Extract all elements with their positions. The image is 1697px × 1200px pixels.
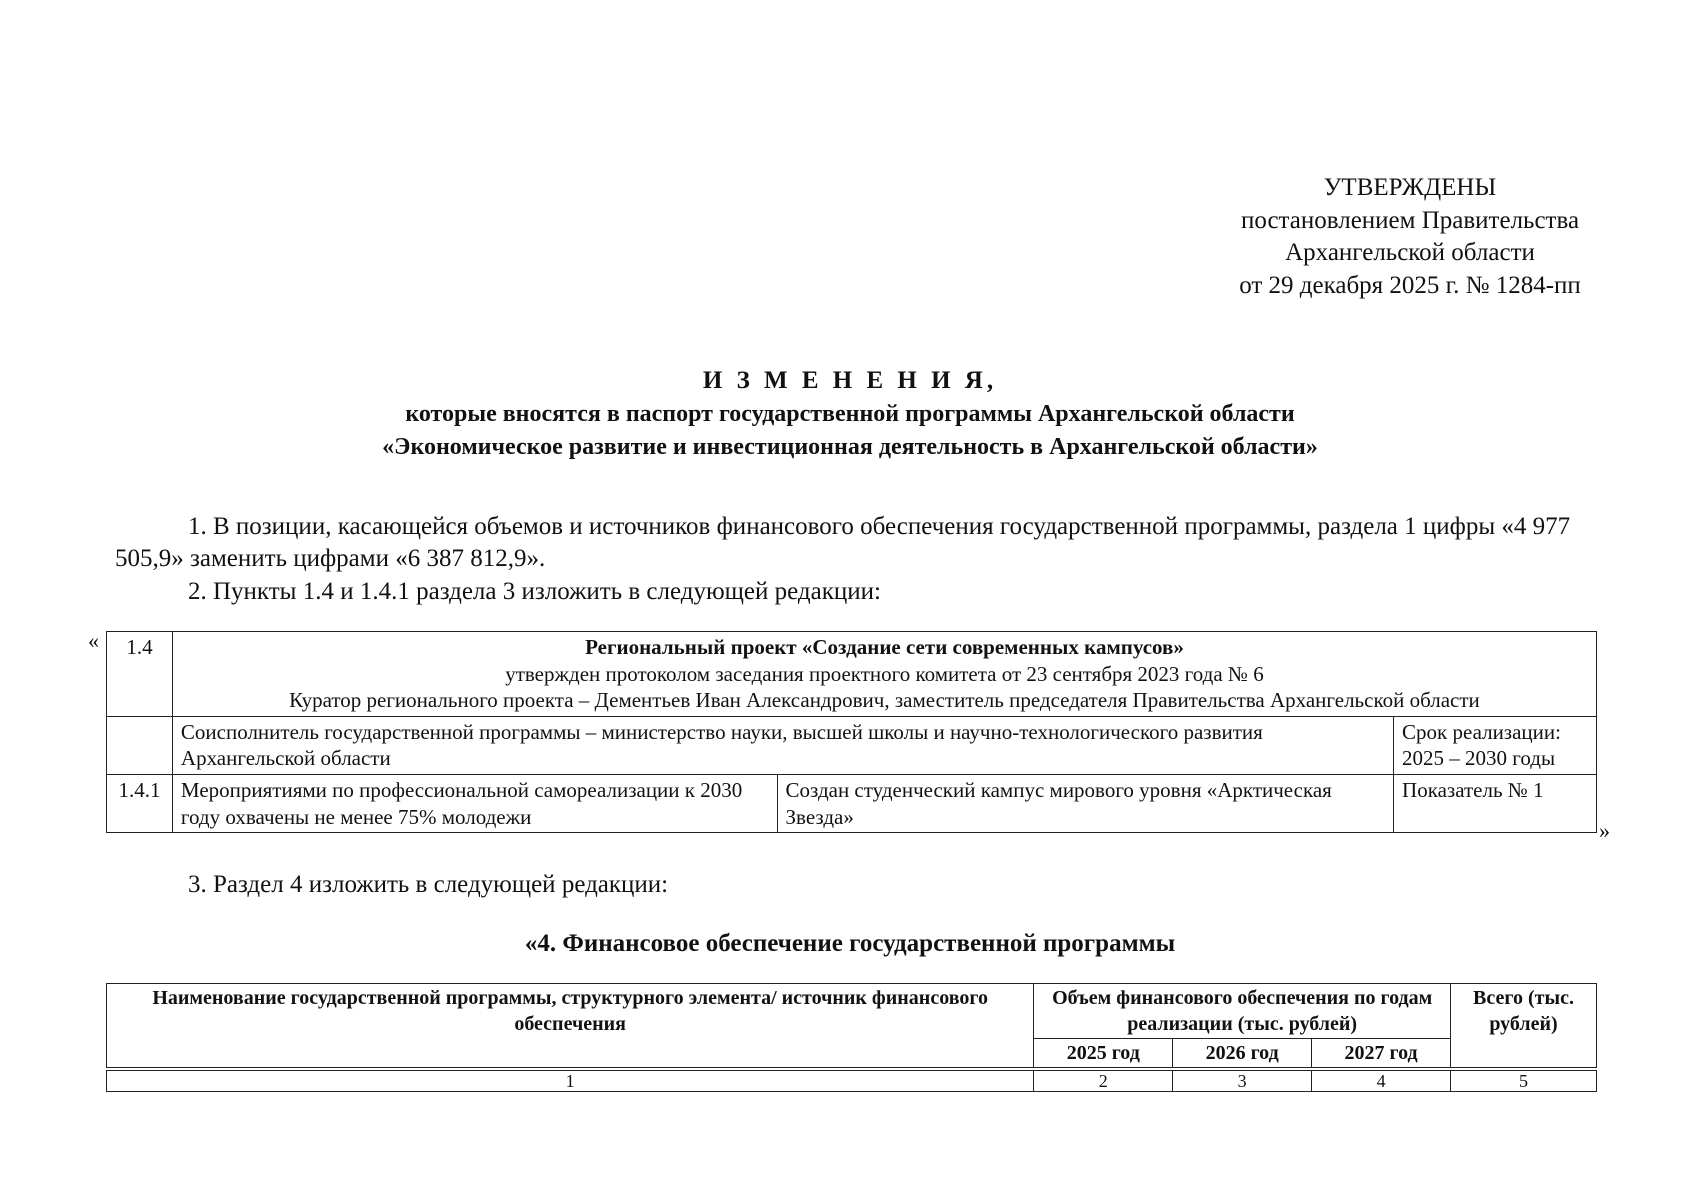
column-number: 1 — [107, 1069, 1034, 1092]
financing-table — [106, 983, 1597, 1092]
approval-line-date: от 29 декабря 2025 г. № 1284-пп — [1239, 271, 1581, 299]
table-header-row — [107, 984, 1597, 1039]
close-quote: » — [1599, 818, 1610, 843]
program-name: «Экономическое развитие и инвестиционная деятельность в Архангельской области» — [382, 434, 1318, 460]
paragraph-2: 2. Пункты 1.4 и 1.4.1 раздела 3 изложить в следующей редакции: — [188, 578, 881, 605]
paragraph-3: 3. Раздел 4 изложить в следующей редакции: — [188, 871, 669, 898]
project-cell — [172, 632, 1596, 717]
column-number: 3 — [1173, 1069, 1312, 1092]
term-cell: Срок реализации: 2025 – 2030 годы — [1394, 716, 1597, 774]
table-row — [107, 632, 1597, 717]
row-number: 1.4 — [107, 632, 173, 717]
project-approval: утвержден протоколом заседания проектного комитета от 23 сентября 2023 года № 6 — [505, 661, 1264, 686]
result-cell: Создан студенческий кампус мирового уровня «Арктическая Звезда» — [777, 774, 1394, 832]
paragraph-1: 1. В позиции, касающейся объемов и источников финансового обеспечения государственной программы, раздела 1 цифры «4 977 505,9» заменить цифрами «6 387 812,9». — [115, 513, 1571, 572]
approval-line-decree: постановлением Правительства — [1240, 206, 1580, 234]
header-year: 2026 год — [1173, 1039, 1312, 1070]
header-name: Наименование государственной программы, структурного элемента/ источник финансового обеспечения — [107, 984, 1034, 1070]
approval-line-approved: УТВЕРЖДЕНЫ — [1323, 174, 1497, 201]
column-number: 5 — [1451, 1069, 1597, 1092]
section3-table — [106, 631, 1597, 833]
approval-line-region: Архангельской области — [1285, 239, 1535, 266]
document-title: И З М Е Н Е Н И Я, — [702, 367, 998, 394]
column-number: 4 — [1312, 1069, 1451, 1092]
header-year: 2025 год — [1034, 1039, 1173, 1070]
project-title: Региональный проект «Создание сети современных кампусов» — [585, 635, 1184, 659]
column-number: 2 — [1034, 1069, 1173, 1092]
approval-stamp — [1180, 172, 1640, 302]
open-quote: « — [88, 628, 99, 653]
empty-cell — [107, 716, 173, 774]
coexecutor-cell: Соисполнитель государственной программы – министерство науки, высшей школы и научно-технологического развития Архангельской области — [172, 716, 1393, 774]
header-total: Всего (тыс. рублей) — [1451, 984, 1597, 1070]
section4-title: «4. Финансовое обеспечение государственной программы — [524, 930, 1176, 957]
column-number-row — [107, 1069, 1597, 1092]
indicator-cell: Показатель № 1 — [1394, 774, 1597, 832]
row-number: 1.4.1 — [107, 774, 173, 832]
document-subtitle: которые вносятся в паспорт государственной программы Архангельской области — [405, 401, 1295, 427]
project-curator: Куратор регионального проекта – Дементьев Иван Александрович, заместитель председателя Правительства Архангельской области — [289, 688, 1480, 713]
header-volume: Объем финансового обеспечения по годам реализации (тыс. рублей) — [1034, 984, 1451, 1039]
header-year: 2027 год — [1312, 1039, 1451, 1070]
task-cell: Мероприятиями по профессиональной самореализации к 2030 году охвачены не менее 75% молодежи — [172, 774, 777, 832]
table-row — [107, 716, 1597, 774]
table-row — [107, 774, 1597, 832]
